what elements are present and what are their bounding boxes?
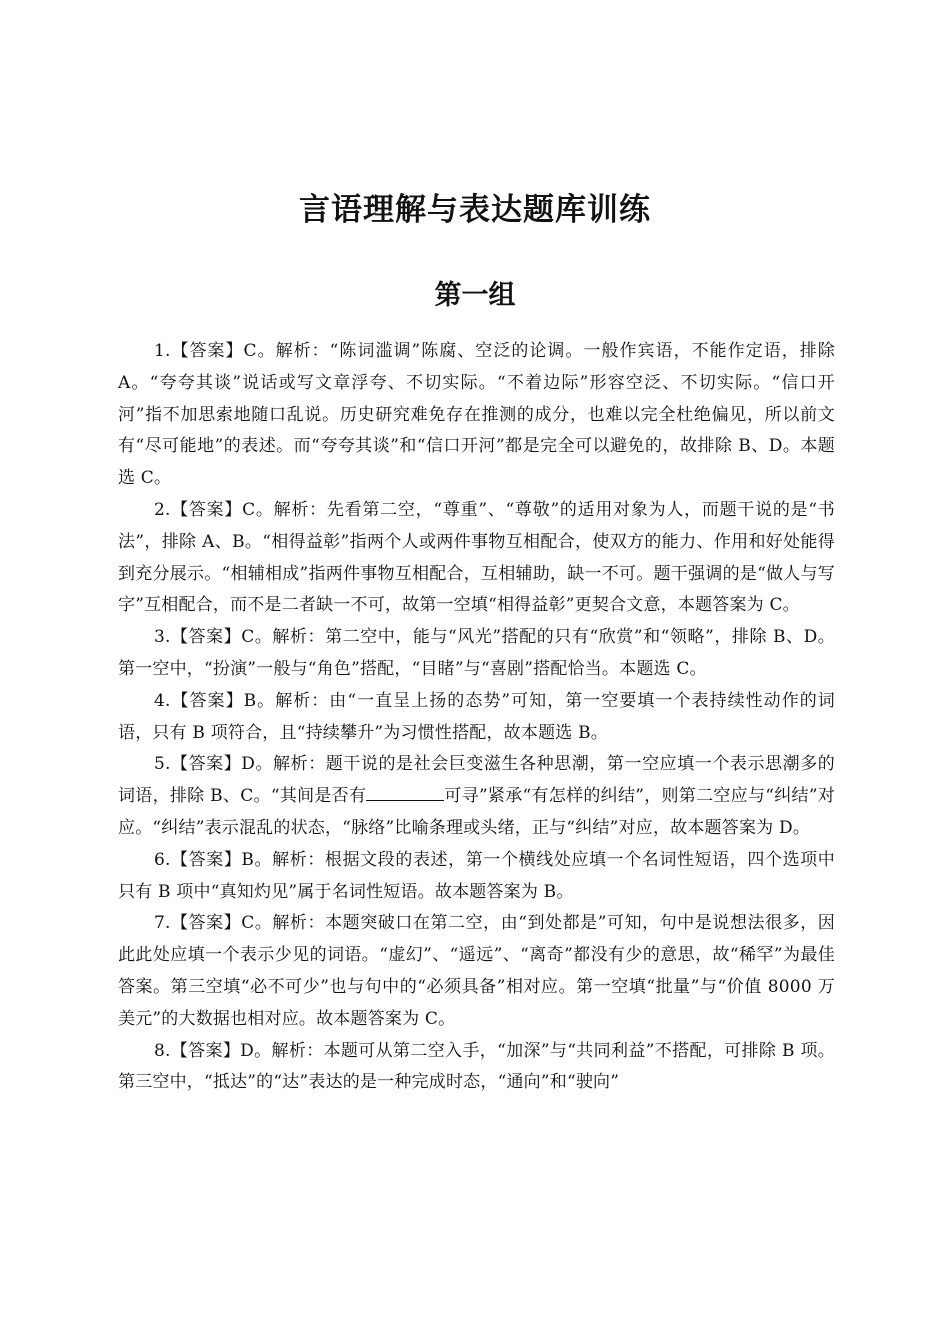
- answer-item-5-before: 5.【答案】D。解析：题干说的是社会巨变滋生各种思潮，第一空应填一个表示思潮多的词语，排除 B、C。“其间是否有: [118, 754, 835, 807]
- answer-item-2: 2.【答案】C。解析：先看第二空，“尊重”、“尊敬”的适用对象为人，而题干说的是“书法”，排除 A、B。“相得益彰”指两个人或两件事物互相配合，使双方的能力、作用和好处能得到充分展示。“相辅相成”指两件事物互相配合，互相辅助，缺一不可。题干强调的是“做人与写字”互相配合，而不是二者缺一不可，故第一空填“相得益彰”更契合文意，本题答案为 C。: [118, 499, 835, 616]
- answer-item-7: 7.【答案】C。解析：本题突破口在第二空，由“到处都是”可知，句中是说想法很多，因此此处应填一个表示少见的词语。“虚幻”、“遥远”、“离奇”都没有少的意思，故“稀罕”为最佳答案。第三空填“必不可少”也与句中的“必须具备”相对应。第一空填“批量”与“价值 8000 万美元”的大数据也相对应。故本题答案为 C。: [118, 913, 835, 1029]
- answer-item-6: 6.【答案】B。解析：根据文段的表述，第一个横线处应填一个名词性短语，四个选项中只有 B 项中“真知灼见”属于名词性短语。故本题答案为 B。: [118, 849, 835, 902]
- answer-item-1: 1.【答案】C。解析：“陈词滥调”陈腐、空泛的论调。一般作宾语，不能作定语，排除 A。“夸夸其谈”说话或写文章浮夸、不切实际。“不着边际”形容空泛、不切实际。“信口开河”指不加思索地随口乱说。历史研究难免存在推测的成分，也难以完全杜绝偏见，所以前文有“尽可能地”的表述。而“夸夸其谈”和“信口开河”都是完全可以避免的，故排除 B、D。本题选 C。: [118, 341, 835, 489]
- answer-item-8: 8.【答案】D。解析：本题可从第二空入手，“加深”与“共同利益”不搭配，可排除 B 项。第三空中，“抵达”的“达”表达的是一种完成时态，“通向”和“驶向”: [118, 1040, 835, 1093]
- section-title: 第一组: [434, 280, 516, 311]
- answer-list: [118, 336, 835, 1099]
- answer-item-4: 4.【答案】B。解析：由“一直呈上扬的态势”可知，第一空要填一个表持续性动作的词语，只有 B 项符合，且“持续攀升”为习惯性搭配，故本题选 B。: [118, 690, 835, 743]
- answer-item-5: [118, 749, 835, 844]
- answer-item-5-after: 可寻”紧承“有怎样的纠结”，则第二空应与“纠结”对应。“纠结”表示混乱的状态，“脉络”比喻条理或头绪，正与“纠结”对应，故本题答案为 D。: [118, 786, 835, 838]
- fill-in-blank: [366, 782, 444, 801]
- document-title: 言语理解与表达题库训练: [299, 192, 651, 228]
- answer-item-3: 3.【答案】C。解析：第二空中，能与“风光”搭配的只有“欣赏”和“领略”，排除 B、D。第一空中，“扮演”一般与“角色”搭配，“目睹”与“喜剧”搭配恰当。本题选 C。: [118, 627, 835, 679]
